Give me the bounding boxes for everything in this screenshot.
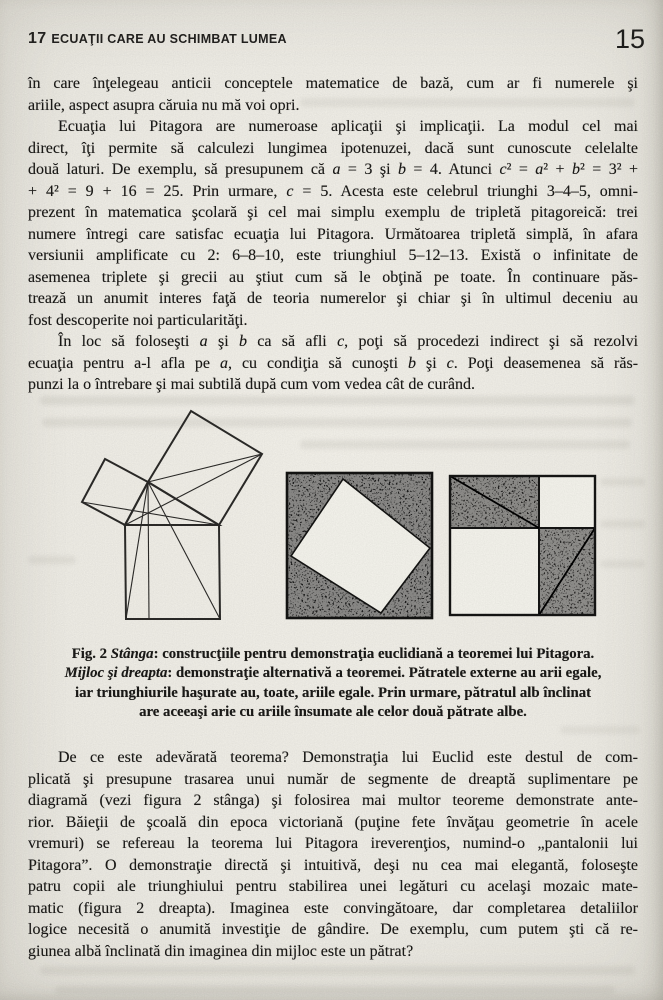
text-line: în care înţelegeau anticii conceptele matematice de bază, cum ar fi numerele şi [28, 75, 638, 92]
text-line: Fig. 2 Stânga: construcţiile pentru demonstraţia euclidiană a teoremei lui Pitagora. [71, 646, 595, 662]
text-line: versiunii amplificate cu 2: 6–8–10, este triunghiul 5–12–13. Există o infinitate de [28, 247, 638, 264]
text-line: direct, îţi permite să calculezi lungimea ipotenuzei, dacă sunt cunoscute celelalte [28, 139, 638, 157]
text-line: fost descoperite noi particularităţi. [28, 311, 248, 329]
text-line: ecuaţia pentru a-l afla pe a, cu condiţia să cunoşti b şi c. Poţi deasemenea să răs- [28, 354, 639, 372]
text-line: vremuri) se refereau la teorema lui Pitagora ireverenţios, numind-o „pantalonii lui [28, 835, 638, 852]
text-line: rior. Băieţii de şcoală din epoca victoriană (puţine fete învăţau geometrie în acele [28, 813, 638, 831]
text-line: În loc să foloseşti a şi b ca să afli c, poţi să procedezi indirect şi să rezolvi [58, 333, 639, 350]
text-line: Mijloc şi dreapta: demonstraţie alternativă a teoremei. Pătratele externe au arii egale, [64, 665, 602, 682]
euclid-proof-diagram [82, 411, 262, 619]
text-line: trează un anumit interes faţă de teoria numerelor şi chiar şi în ultimul deceniu au [28, 290, 638, 307]
figure-caption [44, 645, 622, 722]
showthrough-smudge [600, 560, 645, 568]
paragraph-solving-indirectly [28, 331, 638, 396]
text-line: două laturi. De exemplu, să presupunem că a = 3 şi b = 4. Atunci c² = a² + b² = 3² + [28, 161, 638, 178]
figure-2 [55, 400, 605, 635]
running-header [28, 30, 287, 48]
showthrough-smudge [55, 986, 615, 994]
chapter-title: ECUAŢII CARE AU SCHIMBAT LUMEA [51, 32, 287, 46]
chapter-number: 17 [28, 30, 47, 47]
text-line: plicată şi presupune trasarea unui număr de segmente de dreaptă suplimentare pe [28, 770, 638, 788]
text-line: diagramă (vezi figura 2 stânga) şi folosirea mai multor teoreme demonstrate ante- [28, 792, 638, 809]
text-line: logice necesită o anumită investiţie de gândire. De exemplu, cum putem şti că re- [28, 921, 638, 938]
text-line: asemenea triplete şi grecii au ştiut cum să le obţină pe toate. În continuare păs- [28, 268, 638, 286]
paragraph-why-theorem-true [28, 747, 638, 962]
construction-lines [82, 454, 262, 619]
paragraph-intro [28, 73, 638, 116]
text-line: + 4² = 9 + 16 = 25. Prin urmare, c = 5. Acesta este celebrul triunghi 3–4–5, omni- [28, 182, 639, 200]
showthrough-smudge [600, 520, 645, 528]
text-line: numere întregi care satisfac ecuaţia lui Pitagora. Următoarea tripletă simplă, în afara [28, 225, 638, 243]
text-line: De ce este adevărată teorema? Demonstraţia lui Euclid este destul de com- [58, 749, 638, 766]
showthrough-smudge [40, 966, 635, 975]
showthrough-smudge [600, 478, 645, 486]
text-line: giunea albă înclinată din imaginea din mijloc este un pătrat? [28, 942, 414, 960]
text-line: ariile, aspect asupra căruia nu mă voi opri. [28, 96, 300, 114]
tiling-proof-diagrams [287, 473, 595, 618]
showthrough-smudge [560, 726, 640, 734]
text-line: prezent în matematica şcolară şi cel mai simplu exemplu de tripletă pitagoreică: trei [28, 204, 638, 221]
text-line: Pitagora”. O demonstraţie directă şi intuitivă, deşi nu cea mai elegantă, foloseşte [28, 856, 638, 874]
text-line: patru copii ale triunghiului pentru stabilirea unei legături cu acelaşi mozaic mate- [28, 878, 638, 895]
text-line: matic (figura 2 dreapta). Imaginea este convingătoare, dar completarea detaliilor [28, 899, 638, 917]
text-line: Ecuaţia lui Pitagora are numeroase aplicaţii şi implicaţii. La modul cel mai [58, 118, 638, 135]
text-line: punzi la o întrebare şi mai subtilă după cum vom vedea cât de curând. [28, 376, 475, 393]
text-line: iar triunghiurile haşurate au, toate, ariile egale. Prin urmare, pătratul alb înclinat [74, 684, 592, 701]
paragraph-pythagoras-applications [28, 116, 638, 331]
page-number: 15 [614, 24, 645, 54]
text-line: are aceeaşi arie cu ariile însumate ale celor două pătrate albe. [139, 703, 527, 720]
